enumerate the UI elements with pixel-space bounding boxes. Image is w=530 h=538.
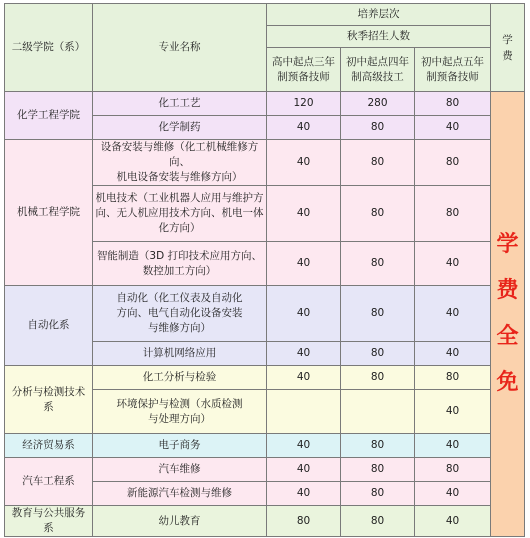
major-cell (93, 186, 267, 242)
major-line: 与维修方向） (148, 322, 211, 334)
value-cell: 40 (415, 390, 491, 434)
header-fee (491, 4, 525, 92)
header-college: 二级学院（系） (5, 4, 93, 92)
value-cell (267, 390, 341, 434)
major-line: 数控加工方向） (142, 264, 217, 277)
major-cell: 计算机网络应用 (93, 342, 267, 366)
major-cell: 电子商务 (93, 434, 267, 458)
table-row (5, 434, 525, 458)
header-autumn: 秋季招生人数 (267, 26, 491, 48)
major-line: 化方向） (158, 222, 201, 234)
college-cell: 机械工程学院 (5, 140, 93, 286)
value-cell: 80 (415, 458, 491, 482)
major-cell: 幼儿教育 (93, 506, 267, 537)
college-cell: 经济贸易系 (5, 434, 93, 458)
value-cell: 40 (415, 342, 491, 366)
value-cell: 80 (415, 366, 491, 390)
header-col3-line1: 初中起点五年 (421, 55, 485, 68)
table-row (5, 458, 525, 482)
value-cell: 80 (341, 342, 415, 366)
value-cell: 80 (415, 140, 491, 186)
value-cell: 80 (341, 186, 415, 242)
header-col2-line1: 初中起点四年 (346, 55, 409, 68)
major-line: 环境保护与检测（水质检测 (116, 397, 243, 410)
major-cell: 化工分析与检验 (93, 366, 267, 390)
college-cell: 分析与检测技术系 (5, 366, 93, 434)
major-line: 自动化（化工仪表及自动化 (116, 292, 243, 304)
value-cell: 80 (415, 186, 491, 242)
value-cell: 40 (267, 366, 341, 390)
table-row (5, 92, 525, 116)
table-row (5, 366, 525, 390)
enrollment-table (4, 3, 525, 537)
major-cell (93, 140, 267, 186)
header-col3-line2: 制预备技师 (426, 70, 479, 83)
value-cell: 80 (341, 434, 415, 458)
value-cell: 80 (341, 140, 415, 186)
header-level: 培养层次 (267, 4, 491, 26)
value-cell: 80 (341, 286, 415, 342)
fee-free-cell (491, 92, 525, 537)
major-line: 机电设备安装与维修方向） (116, 171, 243, 183)
fee-free-char: 费 (496, 278, 519, 303)
major-line: 方向、电气自动化设备安装 (116, 307, 243, 319)
header-col1-line1: 高中起点三年 (272, 55, 335, 68)
value-cell: 40 (267, 186, 341, 242)
value-cell: 40 (267, 242, 341, 286)
table-row (5, 506, 525, 537)
value-cell: 80 (341, 458, 415, 482)
header-col2 (341, 48, 415, 92)
value-cell: 80 (341, 366, 415, 390)
header-col2-line2: 制高级技工 (351, 70, 404, 83)
header-fee-text: 学费 (502, 33, 513, 62)
major-cell: 新能源汽车检测与维修 (93, 482, 267, 506)
major-cell (93, 286, 267, 342)
value-cell: 40 (415, 116, 491, 140)
value-cell: 80 (341, 242, 415, 286)
major-cell: 化工工艺 (93, 92, 267, 116)
value-cell: 120 (267, 92, 341, 116)
header-col1-line2: 制预备技师 (277, 70, 330, 83)
college-cell: 自动化系 (5, 286, 93, 366)
major-line: 向、无人机应用技术方向、机电一体 (95, 207, 264, 219)
value-cell (341, 390, 415, 434)
major-line: 机电技术（工业机器人应用与维护方 (95, 192, 264, 204)
fee-free-char: 学 (496, 232, 519, 257)
header-major: 专业名称 (93, 4, 267, 92)
value-cell: 40 (267, 434, 341, 458)
table-row (5, 286, 525, 342)
value-cell: 80 (341, 482, 415, 506)
value-cell: 40 (415, 286, 491, 342)
value-cell: 40 (415, 242, 491, 286)
value-cell: 40 (415, 482, 491, 506)
value-cell: 40 (267, 458, 341, 482)
value-cell: 40 (267, 342, 341, 366)
college-cell: 教育与公共服务系 (5, 506, 93, 537)
college-cell: 汽车工程系 (5, 458, 93, 506)
value-cell: 40 (267, 116, 341, 140)
value-cell: 80 (341, 116, 415, 140)
value-cell: 80 (267, 506, 341, 537)
value-cell: 40 (415, 434, 491, 458)
major-cell: 化学制药 (93, 116, 267, 140)
major-line: 与处理方向） (148, 412, 211, 425)
major-cell (93, 242, 267, 286)
value-cell: 40 (267, 482, 341, 506)
major-cell: 汽车维修 (93, 458, 267, 482)
value-cell: 40 (415, 506, 491, 537)
value-cell: 280 (341, 92, 415, 116)
header-col1 (267, 48, 341, 92)
enrollment-table-container (4, 3, 525, 537)
major-line: 设备安装与维修（化工机械维修方向、 (100, 141, 259, 168)
major-cell (93, 390, 267, 434)
table-row (5, 140, 525, 186)
value-cell: 80 (415, 92, 491, 116)
value-cell: 40 (267, 140, 341, 186)
fee-free-char: 全 (496, 324, 519, 349)
major-line: 智能制造（3D 打印技术应用方向、 (96, 249, 263, 262)
fee-free-char: 免 (496, 370, 519, 395)
value-cell: 80 (341, 506, 415, 537)
college-cell: 化学工程学院 (5, 92, 93, 140)
value-cell: 40 (267, 286, 341, 342)
header-col3 (415, 48, 491, 92)
